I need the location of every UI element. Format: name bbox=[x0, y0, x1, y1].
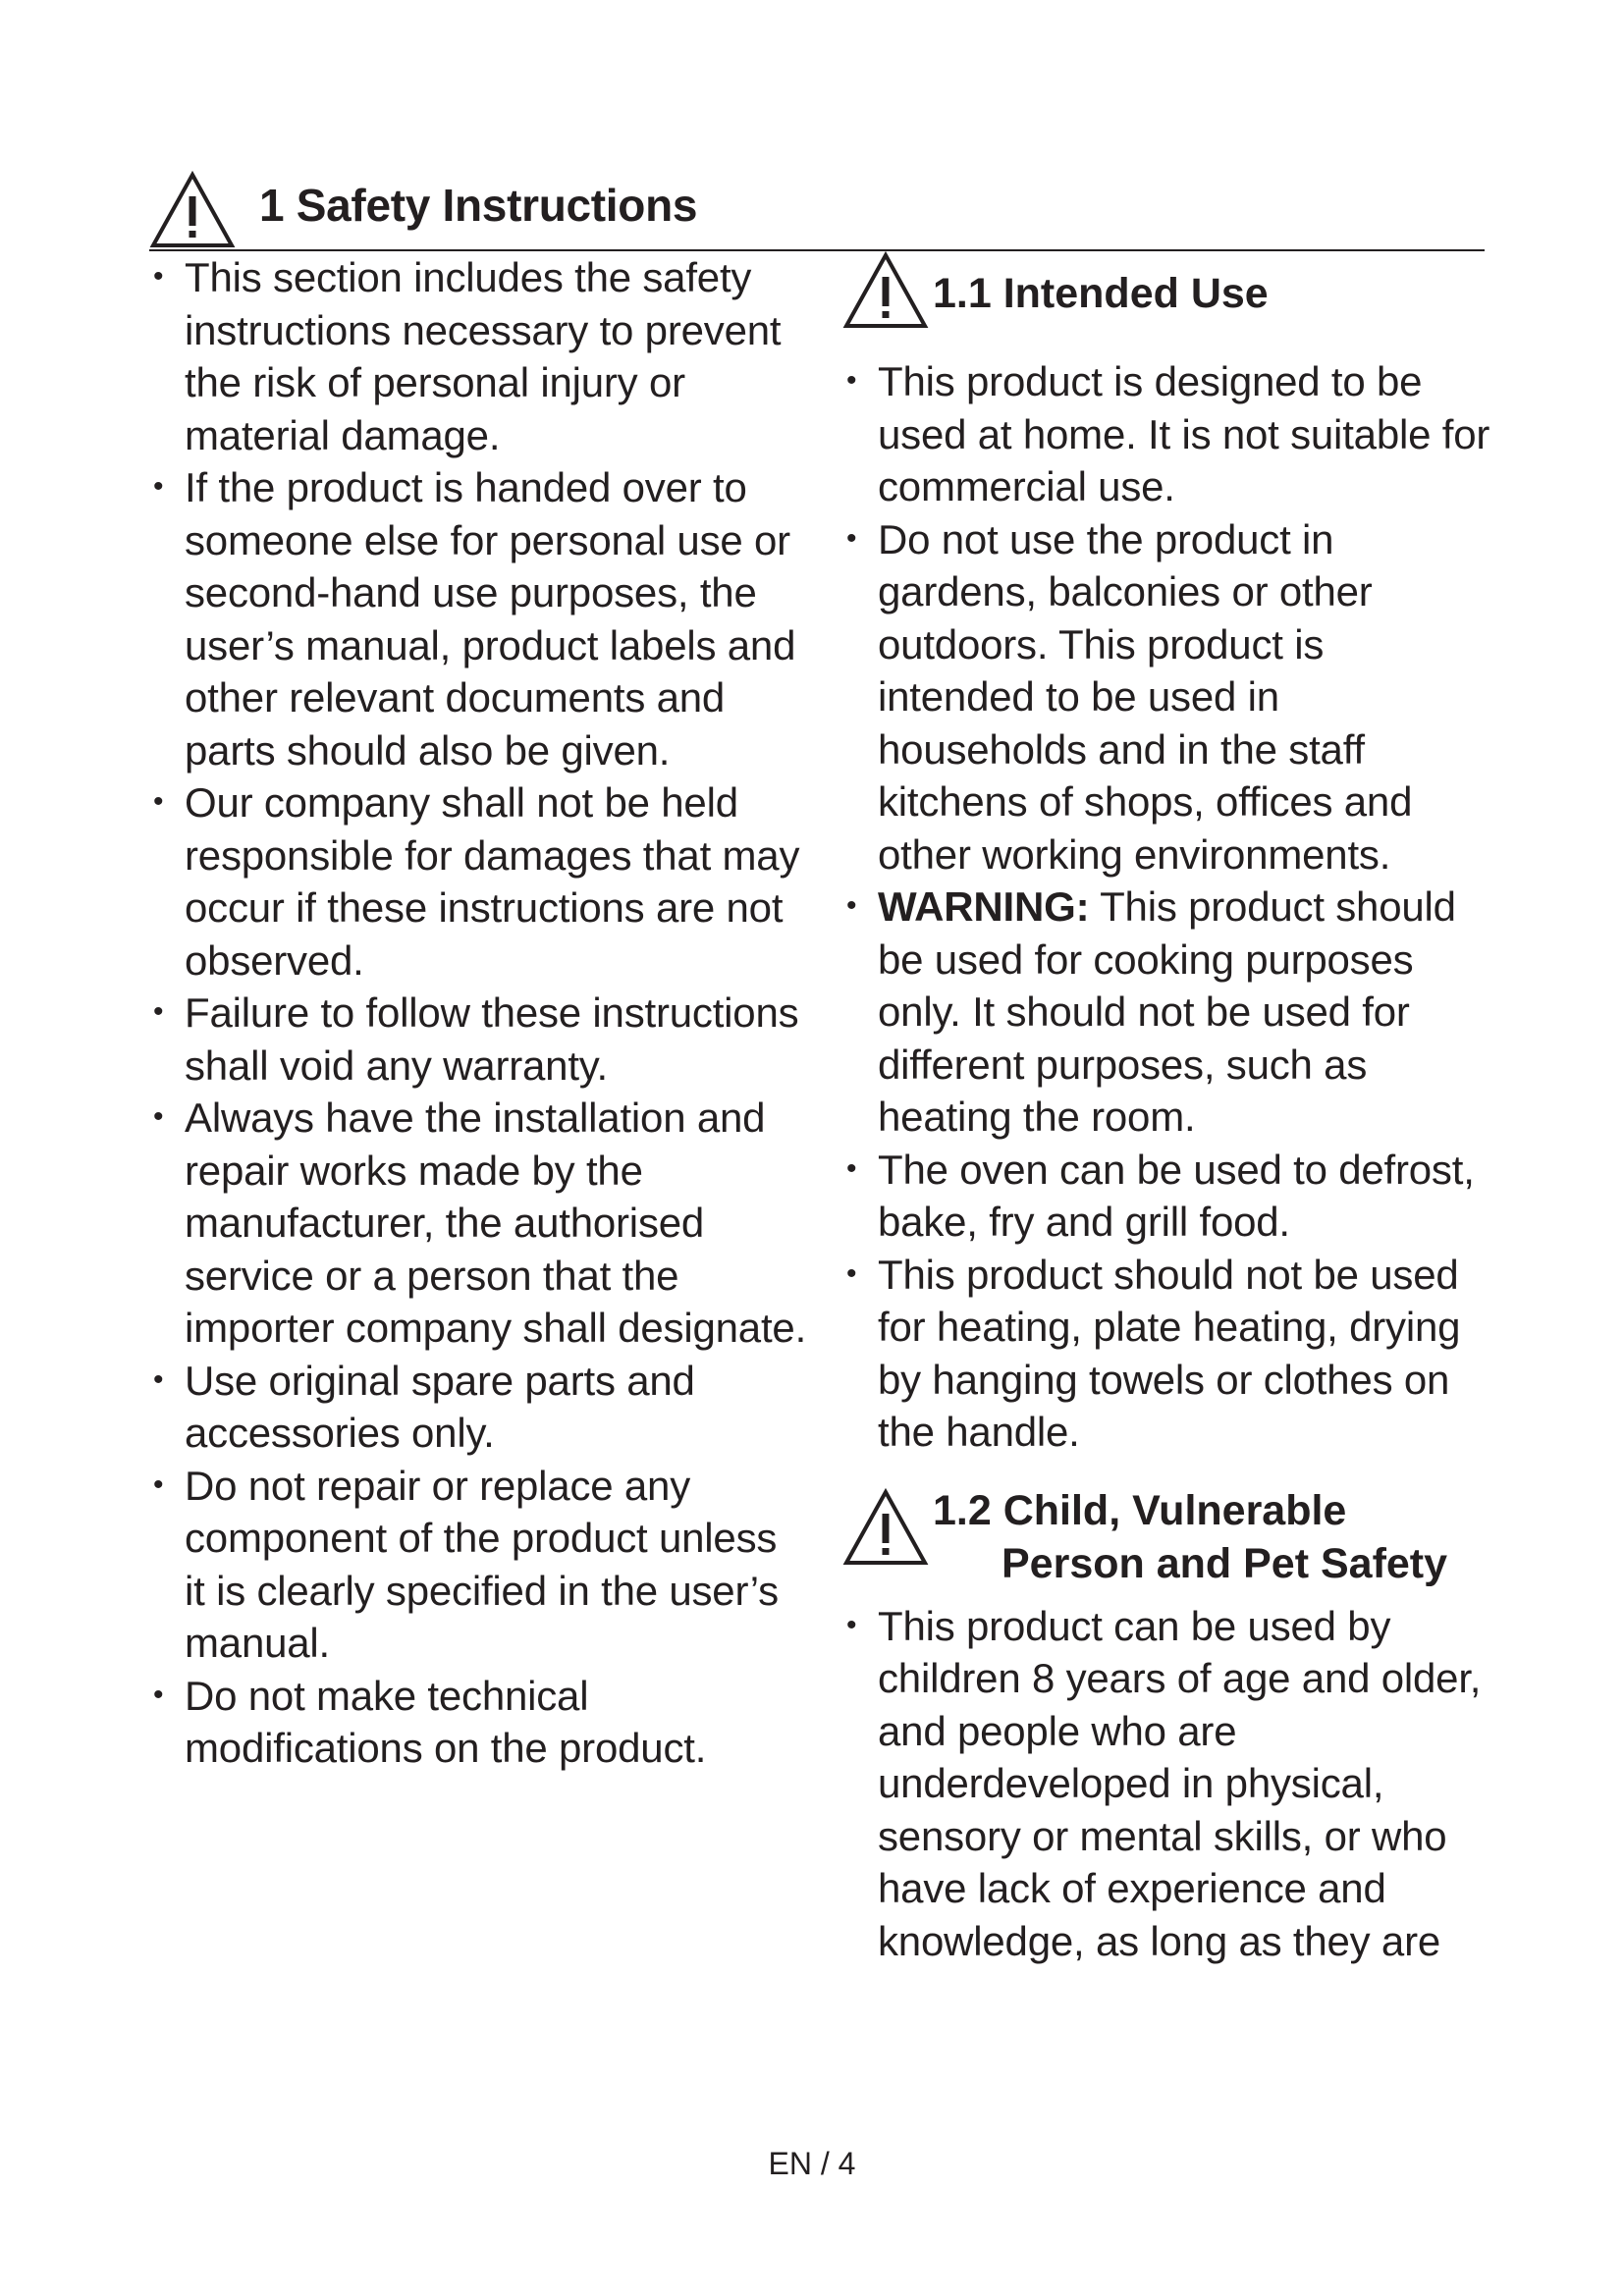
list-item: • Always have the installation and repair works made by the manufacturer, the authorised service or a person that the importer company shall designate. bbox=[149, 1092, 807, 1355]
list-item: • This product is designed to be used at home. It is not suitable for commercial use. bbox=[842, 355, 1490, 513]
safety-list bbox=[149, 251, 807, 1775]
intended-use-list bbox=[842, 355, 1490, 1459]
warning-label: WARNING: bbox=[878, 883, 1090, 930]
list-item: • The oven can be used to defrost, bake, fry and grill food. bbox=[842, 1144, 1490, 1249]
list-item: • Our company shall not be held responsible for damages that may occur if these instructions are not observed. bbox=[149, 776, 807, 987]
warning-triangle-icon bbox=[842, 1488, 929, 1567]
list-item: • Do not make technical modifications on the product. bbox=[149, 1670, 807, 1775]
warning-triangle-icon bbox=[842, 251, 929, 330]
list-item: • Failure to follow these instructions shall void any warranty. bbox=[149, 987, 807, 1092]
page-title: 1 Safety Instructions bbox=[259, 180, 698, 231]
list-item: • This section includes the safety instructions necessary to prevent the risk of personal injury or material damage. bbox=[149, 251, 807, 461]
list-item: • If the product is handed over to someone else for personal use or second-hand use purposes, the user’s manual, product labels and other relevant documents and parts should also be given. bbox=[149, 461, 807, 776]
list-item bbox=[842, 881, 1490, 1144]
right-column bbox=[842, 251, 1490, 1967]
subsection-title: 1.1 Intended Use bbox=[933, 270, 1269, 317]
warning-text: This product should be used for cooking purposes only. It should not be used for different purposes, such as heating the room. bbox=[878, 883, 1456, 1140]
subsection-heading-child-safety bbox=[842, 1474, 1490, 1600]
subsection-heading-intended-use bbox=[842, 251, 1490, 355]
list-item: • This product can be used by children 8 years of age and older, and people who are underdeveloped in physical, sensory or mental skills, or who have lack of experience and knowledge, as long as they are bbox=[842, 1600, 1490, 1968]
subsection-title-continued: Person and Pet Safety bbox=[1001, 1539, 1448, 1587]
child-safety-list bbox=[842, 1600, 1490, 1968]
page-number: EN / 4 bbox=[768, 2146, 856, 2181]
left-column bbox=[149, 251, 807, 1775]
list-item: • Do not use the product in gardens, balconies or other outdoors. This product is intended to be used in households and in the staff kitchens of shops, offices and other working environments. bbox=[842, 513, 1490, 881]
list-item: • This product should not be used for heating, plate heating, drying by hanging towels or clothes on the handle. bbox=[842, 1249, 1490, 1459]
warning-triangle-icon bbox=[149, 171, 236, 249]
list-item: • Do not repair or replace any component of the product unless it is clearly specified in the user’s manual. bbox=[149, 1460, 807, 1670]
subsection-title: 1.2 Child, Vulnerable bbox=[933, 1486, 1347, 1534]
list-item: • Use original spare parts and accessories only. bbox=[149, 1355, 807, 1460]
